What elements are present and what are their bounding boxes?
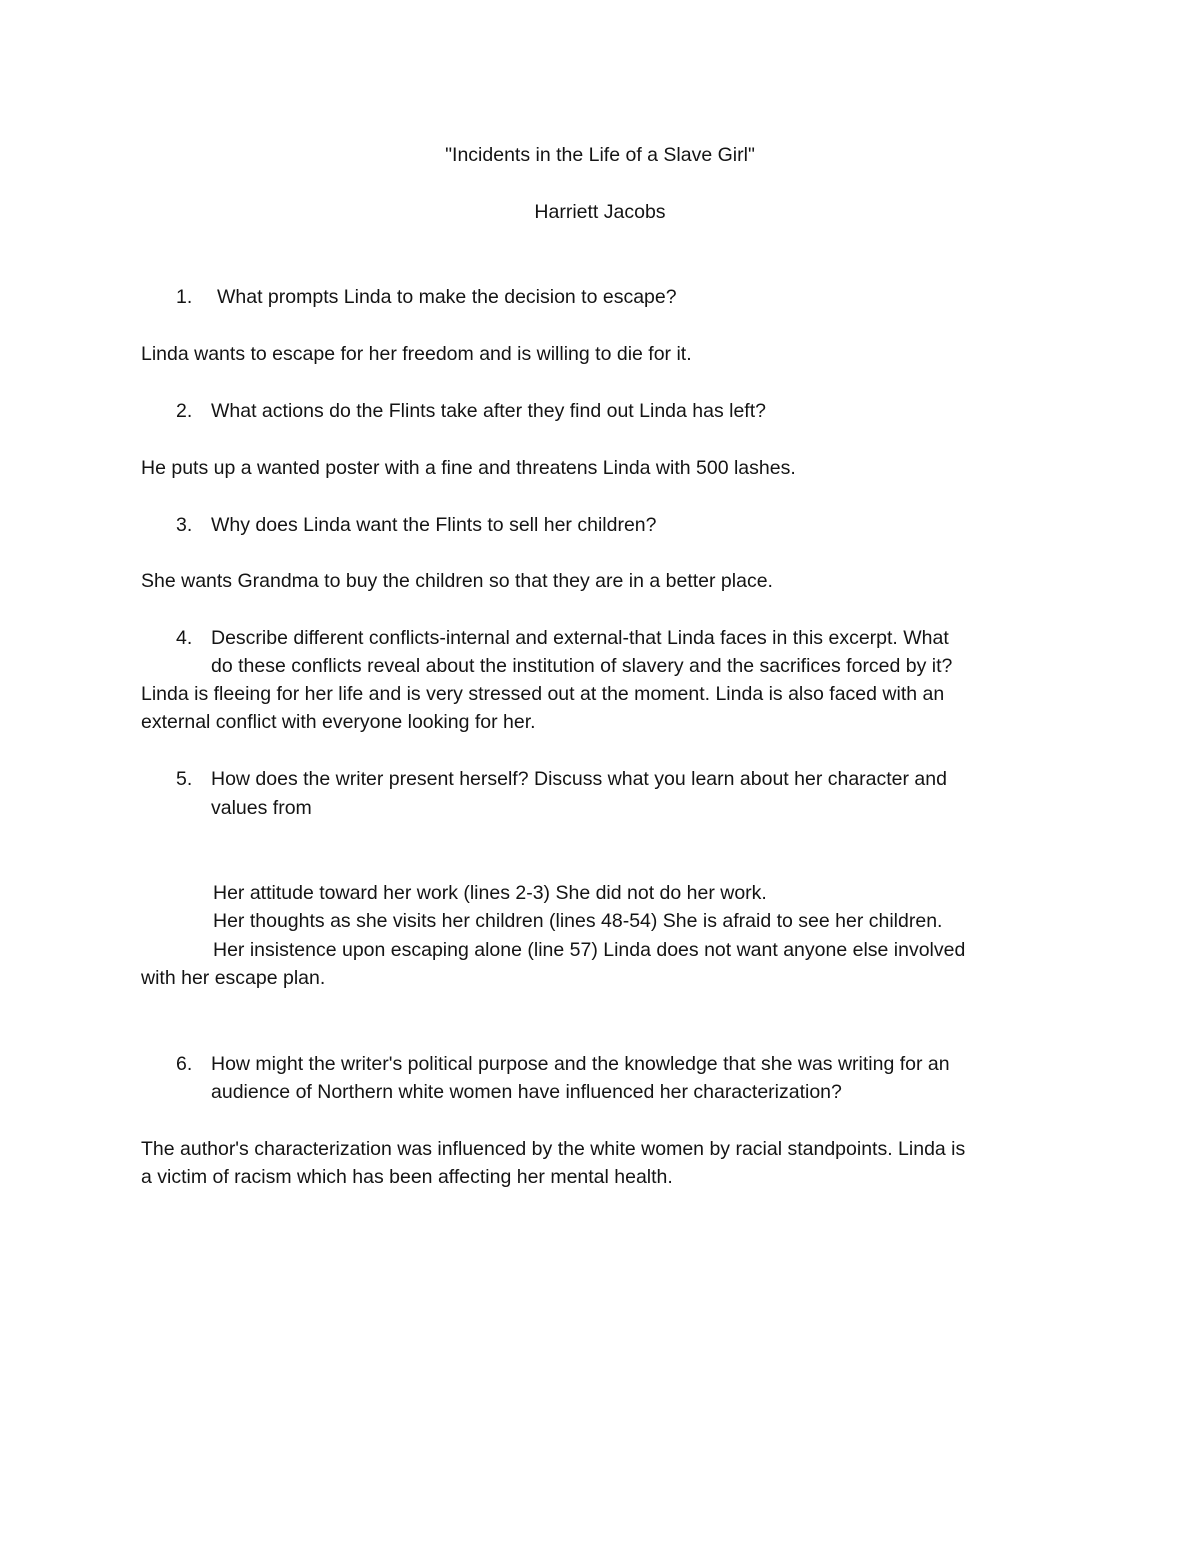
question-number: 2. — [176, 400, 193, 422]
question-number: 4. — [176, 627, 193, 649]
question-text: do these conflicts reveal about the institution of slavery and the sacrifices forced by it? — [211, 655, 953, 677]
question-text: audience of Northern white women have influenced her characterization? — [211, 1081, 842, 1103]
question-text: Describe different conflicts-internal and external-that Linda faces in this excerpt. What — [211, 627, 949, 649]
question-text: How might the writer's political purpose and the knowledge that she was writing for an — [211, 1053, 950, 1075]
question-text: values from — [211, 797, 312, 819]
question-text: Why does Linda want the Flints to sell her children? — [211, 514, 657, 536]
document-title: "Incidents in the Life of a Slave Girl" — [445, 144, 755, 166]
answer-text: a victim of racism which has been affecting her mental health. — [141, 1166, 673, 1188]
answer-text: The author's characterization was influenced by the white women by racial standpoints. Linda is — [141, 1138, 966, 1160]
question-text: How does the writer present herself? Discuss what you learn about her character and — [211, 768, 947, 790]
question-number: 1. — [176, 286, 193, 308]
answer-text: She wants Grandma to buy the children so that they are in a better place. — [141, 570, 773, 592]
answer-text: Linda wants to escape for her freedom and is willing to die for it. — [141, 343, 692, 365]
question-text: What actions do the Flints take after they find out Linda has left? — [211, 400, 766, 422]
question-number: 6. — [176, 1053, 193, 1075]
question-number: 5. — [176, 768, 193, 790]
document-author: Harriett Jacobs — [534, 201, 666, 223]
subpoint-text: Her thoughts as she visits her children (lines 48-54) She is afraid to see her children. — [213, 910, 943, 932]
subpoint-continuation: with her escape plan. — [141, 967, 326, 989]
question-text: What prompts Linda to make the decision to escape? — [217, 286, 677, 308]
answer-text: external conflict with everyone looking for her. — [141, 711, 536, 733]
question-number: 3. — [176, 514, 193, 536]
answer-text: Linda is fleeing for her life and is very stressed out at the moment. Linda is also faced with an — [141, 683, 945, 705]
subpoint-text: Her insistence upon escaping alone (line 57) Linda does not want anyone else involved — [213, 939, 966, 961]
answer-text: He puts up a wanted poster with a fine and threatens Linda with 500 lashes. — [141, 457, 796, 479]
subpoint-text: Her attitude toward her work (lines 2-3) She did not do her work. — [213, 882, 767, 904]
